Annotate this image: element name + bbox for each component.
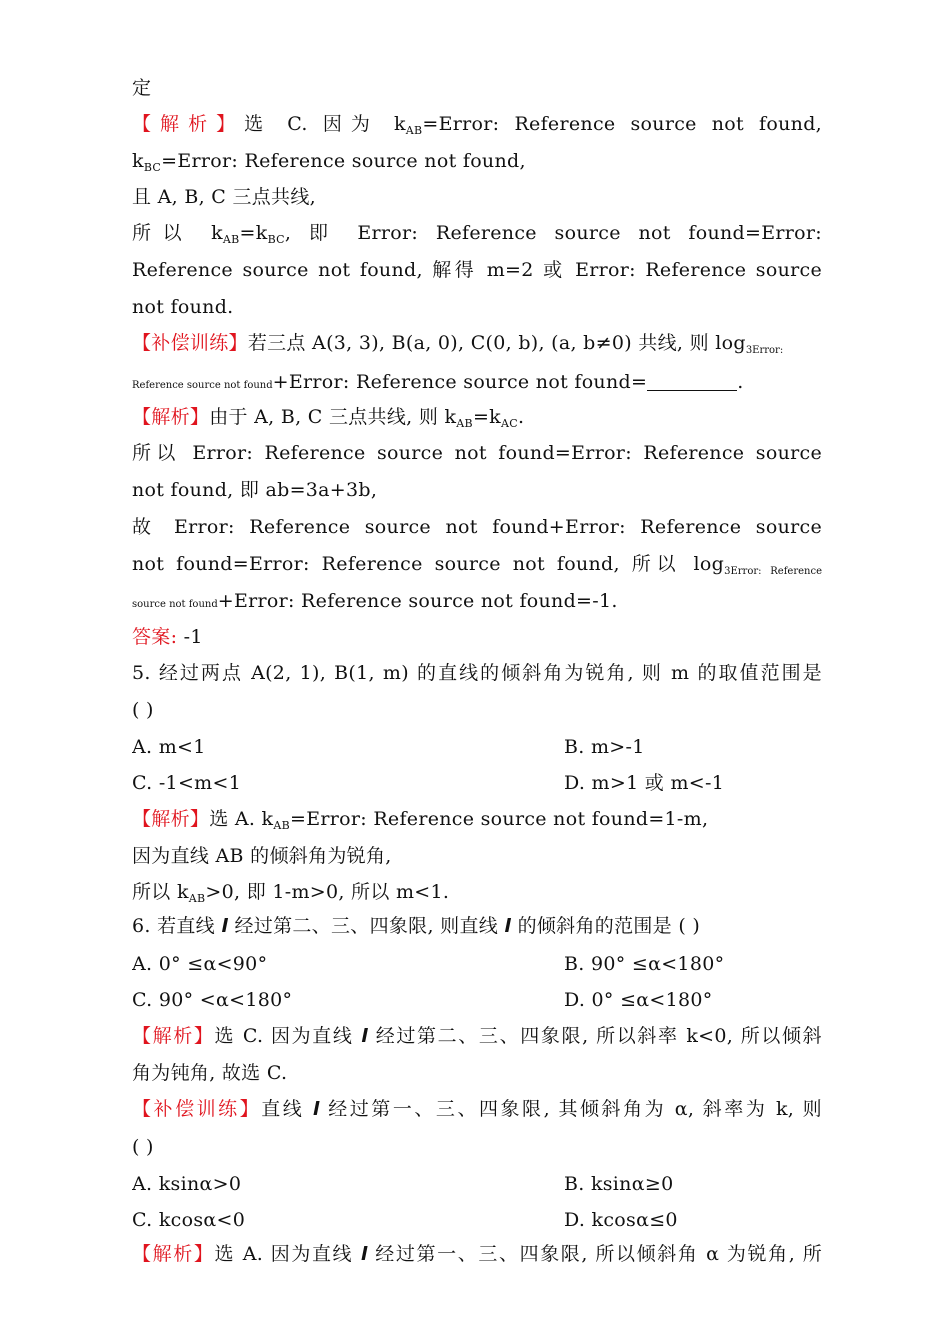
line-30: ( ) (132, 1136, 154, 1158)
options-cd-q5 (132, 771, 822, 795)
line-29: 【补偿训练】直线 l 经过第一、三、四象限, 其倾斜角为 α, 斜率为 k, 则 (132, 1098, 822, 1120)
options-cd-q6 (132, 988, 822, 1012)
option-a: A. ksinα>0 (132, 1173, 242, 1195)
option-a: A. m<1 (132, 736, 206, 758)
line-22: 因为直线 AB 的倾斜角为锐角, (132, 845, 392, 867)
line-02: 【解析】选 C. 因为 $k_{AB}=Error$: Reference source not found, (132, 113, 822, 137)
option-d: D. m>1 或 m<-1 (564, 772, 725, 794)
line-18: ( ) (132, 699, 154, 721)
line-13: 故 Error: Reference source not found+Error: Reference source (132, 516, 822, 538)
line-23: 所以 $k_{AB}>0$, 即 1-m>0, 所以 m<1. (132, 881, 450, 905)
line-27: 【解析】选 C. 因为直线 l 经过第二、三、四象限, 所以斜率 k<0, 所以倾斜 (132, 1025, 822, 1047)
option-d: D. kcosα≤0 (564, 1209, 678, 1231)
option-b: B. ksinα≥0 (564, 1173, 674, 1195)
line-04: 且 A, B, C 三点共线, (132, 186, 316, 208)
line-03: $k_{BC}=Error$: Reference source not found, (132, 150, 526, 174)
question-5: 5. 经过两点 A(2, 1), B(1, m) 的直线的倾斜角为锐角, 则 m 的取值范围是 (132, 662, 822, 684)
answer-blank (647, 372, 737, 391)
line-15: source not found+Error: Reference source not found=-1. (132, 590, 618, 612)
line-12: not found, 即 ab=3a+3b, (132, 479, 378, 501)
line-01: 定 (132, 77, 152, 99)
answer-tag: 答案: (132, 626, 178, 648)
analysis-tag: 【解析】 (132, 113, 245, 135)
option-c: C. -1<m<1 (132, 772, 242, 794)
line-33: 【解析】选 A. 因为直线 l 经过第一、三、四象限, 所以倾斜角 α 为锐角, 所 (132, 1243, 822, 1265)
options-ab-q7 (132, 1172, 822, 1196)
line-21: 【解析】选 A. $k_{AB}=Error$: Reference source not found=1-m, (132, 808, 709, 832)
options-ab-q6 (132, 952, 822, 976)
line-10: 【解析】由于 A, B, C 三点共线, 则 $k_{AB}=k_{AC}$. (132, 406, 525, 430)
compensation-training-tag: 【补偿训练】 (132, 1098, 262, 1120)
analysis-tag: 【解析】 (132, 1025, 215, 1047)
line-14: not found=Error: Reference source not found, 所以 $\log_{3Error: Reference}$ (132, 553, 822, 577)
line-09: Reference source not found+Error: Reference source not found= . (132, 371, 744, 393)
line-11: 所以 Error: Reference source not found=Error: Reference source (132, 442, 822, 464)
line-08: 【补偿训练】若三点 A(3, 3), B(a, 0), C(0, b), (a, b≠0) 共线, 则 $\log_{3Error:}$ (132, 332, 784, 356)
option-a: A. 0° ≤α<90° (132, 953, 268, 975)
line-16: 答案: -1 (132, 626, 203, 648)
option-c: C. 90° <α<180° (132, 989, 293, 1011)
line-28: 角为钝角, 故选 C. (132, 1062, 288, 1084)
options-ab-q5 (132, 735, 822, 759)
analysis-tag: 【解析】 (132, 1243, 215, 1265)
compensation-training-tag: 【补偿训练】 (132, 332, 248, 354)
analysis-tag: 【解析】 (132, 406, 210, 428)
option-b: B. 90° ≤α<180° (564, 953, 725, 975)
option-d: D. 0° ≤α<180° (564, 989, 713, 1011)
question-6: 6. 若直线 l 经过第二、三、四象限, 则直线 l 的倾斜角的范围是 ( ) (132, 915, 701, 937)
option-b: B. m>-1 (564, 736, 645, 758)
options-cd-q7 (132, 1208, 822, 1232)
line-05: 所以 $k_{AB}=k_{BC}$, 即 Error: Reference source not found=Error: (132, 222, 822, 246)
line-06: Reference source not found, 解得 m=2 或 Error: Reference source (132, 259, 822, 281)
line-07: not found. (132, 296, 234, 318)
analysis-tag: 【解析】 (132, 808, 210, 830)
option-c: C. kcosα<0 (132, 1209, 246, 1231)
